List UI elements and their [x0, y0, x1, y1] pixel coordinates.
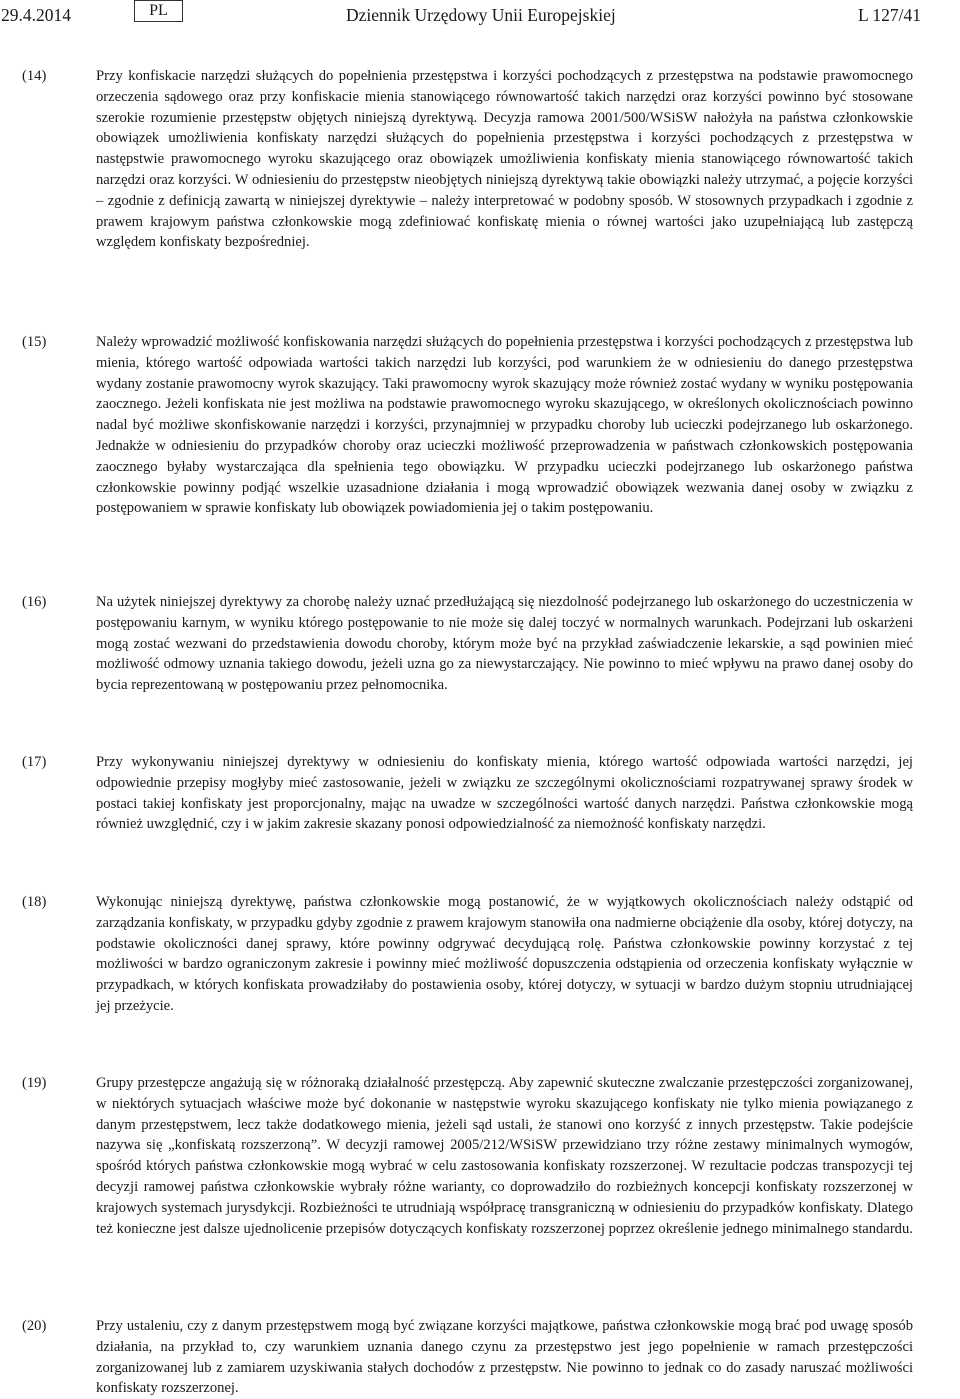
publication-date: 29.4.2014: [1, 5, 71, 25]
recital-text: Należy wprowadzić możliwość konfiskowania narzędzi służących do popełnienia przestępstwa i korzyści pochodzących z przestępstwa lub mienia, którego wartość odpowiada wartości takich narzędzi lub korzyści, pod warunkiem że w odniesieniu do danego przestępstwa wydany zostanie prawomocny wyrok skazujący. Taki prawomocny wyrok skazujący może również zostać wydany w wyniku postępowania zaocznego. Jeżeli konfiskata nie jest możliwa na podstawie prawomocnego wyroku skazującego, w określonych okolicznościach powinno nadal być możliwe skonfiskowanie narzędzi i korzyści, przynajmniej w przypadku choroby lub ucieczki podejrzanego lub oskarżonego. Jednakże w odniesieniu do przypadków choroby oraz ucieczki możliwość przeprowadzenia w państwach członkowskich postępowania zaocznego byłaby wystarczająca dla spełnienia tego obowiązku. W przypadku ucieczki podejrzanego lub oskarżonego państwa członkowskie powinny podjąć wszelkie uzasadnione działania i mogą wprowadzić obowiązek wezwania danej osoby w związku z postępowaniem w sprawie konfiskaty lub obowiązek powiadomienia jej o takim postępowaniu.: [96, 334, 913, 517]
recital-number: (18): [22, 894, 47, 910]
recital-number: (15): [22, 334, 47, 350]
recital-text: Wykonując niniejszą dyrektywę, państwa członkowskie mogą postanowić, że w wyjątkowych okolicznościach należy odstąpić od zarządzania konfiskaty, w przypadku gdyby zgodnie z prawem krajowym stanowiła ona nadmierne obciążenie dla osoby, której dotyczy, na podstawie okoliczności danej sprawy, które powinny odgrywać decydującą rolę. Państwa członkowskie powinny korzystać z tej możliwości w bardzo ograniczonym zakresie i powinny mieć możliwość dopuszczenia odstąpienia od orzeczenia konfiskaty wyłącznie w przypadkach, w których konfiskata prowadziłaby do postawienia osoby, której dotyczy, w sytuacji w bardzo dużym stopniu utrudniającej jej przeżycie.: [96, 894, 913, 1014]
page-header: [0, 0, 960, 30]
recital-number: (19): [22, 1075, 47, 1091]
recital-number: (16): [22, 594, 47, 610]
recital-number: (17): [22, 754, 47, 770]
recital-text: Grupy przestępcze angażują się w różnoraką działalność przestępczą. Aby zapewnić skuteczne zwalczanie przestępczości zorganizowanej, w niektórych sytuacjach właściwe może być dokonanie w następstwie wyroku skazującego konfiskaty nie tylko mienia powiązanego z danym przestępstwem, lecz także dodatkowego mienia, jeżeli sąd ustali, że stanowi ono korzyść z innych przestępstw. Takie podejście nazywa się „konfiskatą rozszerzoną”. W decyzji ramowej 2005/212/WSiSW przewidziano trzy różne zestawy minimalnych wymogów, spośród których państwa członkowskie mogą wybrać w celu zastosowania konfiskaty rozszerzonej. W rezultacie podczas transpozycji tej decyzji ramowej państwa członkowskie wybrały różne warianty, co doprowadziło do rozbieżnych koncepcji konfiskaty rozszerzonej w krajowych systemach jurysdykcji. Rozbieżności te utrudniają współpracę transgraniczną w odniesieniu do przypadków konfiskaty. Dlatego też konieczne jest dalsze ujednolicenie przepisów dotyczących konfiskaty rozszerzonej poprzez określenie jednego minimalnego standardu.: [96, 1075, 913, 1237]
recital-text: Przy wykonywaniu niniejszej dyrektywy w odniesieniu do konfiskaty mienia, którego wartość odpowiada wartości narzędzi, jej odpowiednie przepisy mogłyby mieć zastosowanie, jeżeli w związku ze szczególnymi okolicznościami rozpatrywanej sprawy środek w postaci takiej konfiskaty jest proporcjonalny, mając na uwadze w szczególności wartość danych narzędzi. Państwa członkowskie mogą również uwzględnić, czy i w jakim zakresie skazany ponosi odpowiedzialność za niemożność konfiskaty narzędzi.: [96, 754, 913, 833]
recital-number: (14): [22, 68, 47, 84]
recital-text: Na użytek niniejszej dyrektywy za chorobę należy uznać przedłużającą się niezdolność podejrzanego lub oskarżonego do uczestniczenia w postępowaniu karnym, w wyniku którego postępowanie to nie może się dalej toczyć w normalnych warunkach. Podejrzani lub oskarżeni mogą zostać wezwani do przedstawienia dowodu choroby, którym może być na przykład zaświadczenie lekarskie, a sąd powinien mieć możliwość odmowy uznania takiego dowodu, jeżeli uzna go za niewystarczający. Nie powinno to mieć wpływu na prawo danej osoby do bycia reprezentowaną w postępowaniu przez pełnomocnika.: [96, 594, 913, 694]
recital-text: Przy ustaleniu, czy z danym przestępstwem mogą być związane korzyści majątkowe, państwa członkowskie mogą brać pod uwagę sposób działania, na przykład to, czy warunkiem uznania danego czynu za przestępstwo jest jego popełnienie w ramach przestępczości zorganizowanej lub z zamiarem uzyskiwania stałych dochodów z przestępstw. Nie powinno to jednak co do zasady naruszać możliwości konfiskaty rozszerzonej.: [96, 1318, 913, 1397]
page-reference: L 127/41: [858, 5, 922, 25]
language-badge: PL: [134, 0, 183, 22]
journal-title: Dziennik Urzędowy Unii Europejskiej: [346, 5, 616, 25]
recital-number: (20): [22, 1318, 47, 1334]
recital-text: Przy konfiskacie narzędzi służących do popełnienia przestępstwa i korzyści pochodzących z przestępstwa na podstawie prawomocnego orzeczenia sądowego oraz przy konfiskacie mienia stanowiącego równowartość takich narzędzi oraz korzyści powinno być stosowane szerokie rozumienie przestępstw objętych niniejszą dyrektywą. Decyzja ramowa 2001/500/WSiSW nałożyła na państwa członkowskie obowiązek umożliwienia konfiskaty narzędzi służących do popełnienia przestępstwa i korzyści pochodzących z przestępstwa w następstwie prawomocnego wyroku skazującego oraz obowiązek umożliwienia konfiskaty mienia stanowiącego równowartość takich narzędzi oraz korzyści. W odniesieniu do przestępstw nieobjętych niniejszą dyrektywą takie obowiązki należy utrzymać, a pojęcie korzyści – zgodnie z definicją zawartą w niniejszej dyrektywie – należy interpretować w podobny sposób. W stosownych przypadkach i zgodnie z prawem krajowym państwa członkowskie mogą zdefiniować konfiskatę mienia o równej wartości jako uzupełniającą lub zastępczą względem konfiskaty bezpośredniej.: [96, 68, 913, 251]
